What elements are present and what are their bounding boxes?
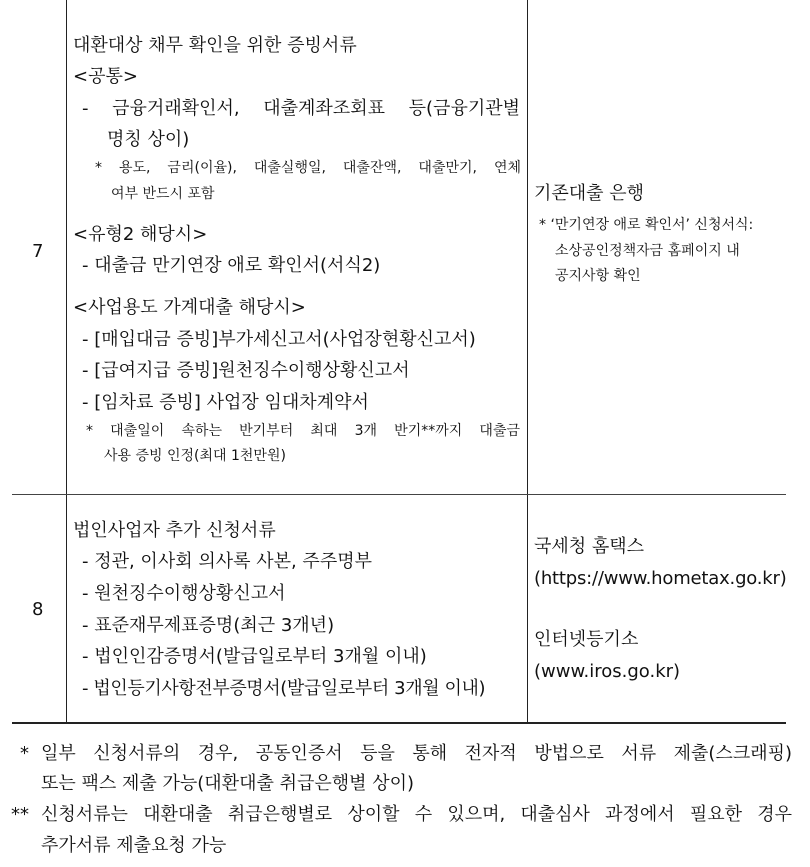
subsection-header: <공통> — [73, 66, 138, 87]
subsection-header: <사업용도 가계대출 해당시> — [73, 297, 306, 318]
row-number: 7 — [32, 241, 44, 262]
row-number: 8 — [32, 599, 44, 620]
footnote-text: 일부 신청서류의 경우, 공동인증서 등을 통해 전자적 방법으로 서류 제출(스크래핑) — [41, 743, 792, 764]
note-text-continuation: 여부 반드시 포함 — [111, 186, 215, 202]
subsection-header: <유형2 해당시> — [73, 224, 208, 245]
footnote-marker: * — [20, 743, 29, 764]
note-text: * 대출일이 속하는 반기부터 최대 3개 반기**까지 대출금 — [86, 423, 520, 439]
list-item: - 금융거래확인서, 대출계좌조회표 등(금융기관별 — [82, 98, 520, 119]
source-note-continuation: 공지사항 확인 — [555, 268, 641, 284]
section-title: 대환대상 채무 확인을 위한 증빙서류 — [73, 35, 357, 56]
source-url: (www.iros.go.kr) — [534, 661, 681, 682]
list-item: - 대출금 만기연장 애로 확인서(서식2) — [82, 255, 381, 276]
source-title: 기존대출 은행 — [534, 183, 645, 204]
footnote-marker: ** — [11, 804, 29, 825]
note-text: * 용도, 금리(이율), 대출실행일, 대출잔액, 대출만기, 연체 — [95, 160, 521, 176]
source-title: 국세청 홈택스 — [534, 536, 645, 557]
list-item: - [임차료 증빙] 사업장 임대차계약서 — [82, 392, 369, 413]
footnote-text-continuation: 추가서류 제출요청 가능 — [41, 835, 227, 856]
list-item: - 정관, 이사회 의사록 사본, 주주명부 — [82, 551, 372, 572]
list-item: - 원천징수이행상황신고서 — [82, 583, 286, 604]
list-item: - 법인등기사항전부증명서(발급일로부터 3개월 이내) — [82, 678, 486, 699]
source-url: (https://www.hometax.go.kr) — [534, 568, 787, 589]
list-item: - 표준재무제표증명(최근 3개년) — [82, 615, 335, 636]
footnote-text: 신청서류는 대환대출 취급은행별로 상이할 수 있으며, 대출심사 과정에서 필요한 경우 — [41, 804, 792, 825]
table-left-border — [66, 0, 67, 724]
list-item: - 법인인감증명서(발급일로부터 3개월 이내) — [82, 646, 427, 667]
source-note-continuation: 소상공인정책자금 홈페이지 내 — [555, 243, 740, 259]
table-bottom-border — [12, 722, 786, 724]
footnote-text-continuation: 또는 팩스 제출 가능(대환대출 취급은행별 상이) — [41, 773, 415, 794]
source-note: * ‘만기연장 애로 확인서’ 신청서식: — [539, 217, 754, 233]
table-column-divider — [527, 0, 528, 724]
list-item-continuation: 명칭 상이) — [107, 129, 190, 150]
source-title: 인터넷등기소 — [534, 629, 639, 650]
note-text-continuation: 사용 증빙 인정(최대 1천만원) — [104, 448, 286, 464]
list-item: - [매입대금 증빙]부가세신고서(사업장현황신고서) — [82, 329, 476, 350]
list-item: - [급여지급 증빙]원천징수이행상황신고서 — [82, 360, 410, 381]
section-title: 법인사업자 추가 신청서류 — [73, 520, 276, 541]
row-divider — [12, 494, 786, 495]
